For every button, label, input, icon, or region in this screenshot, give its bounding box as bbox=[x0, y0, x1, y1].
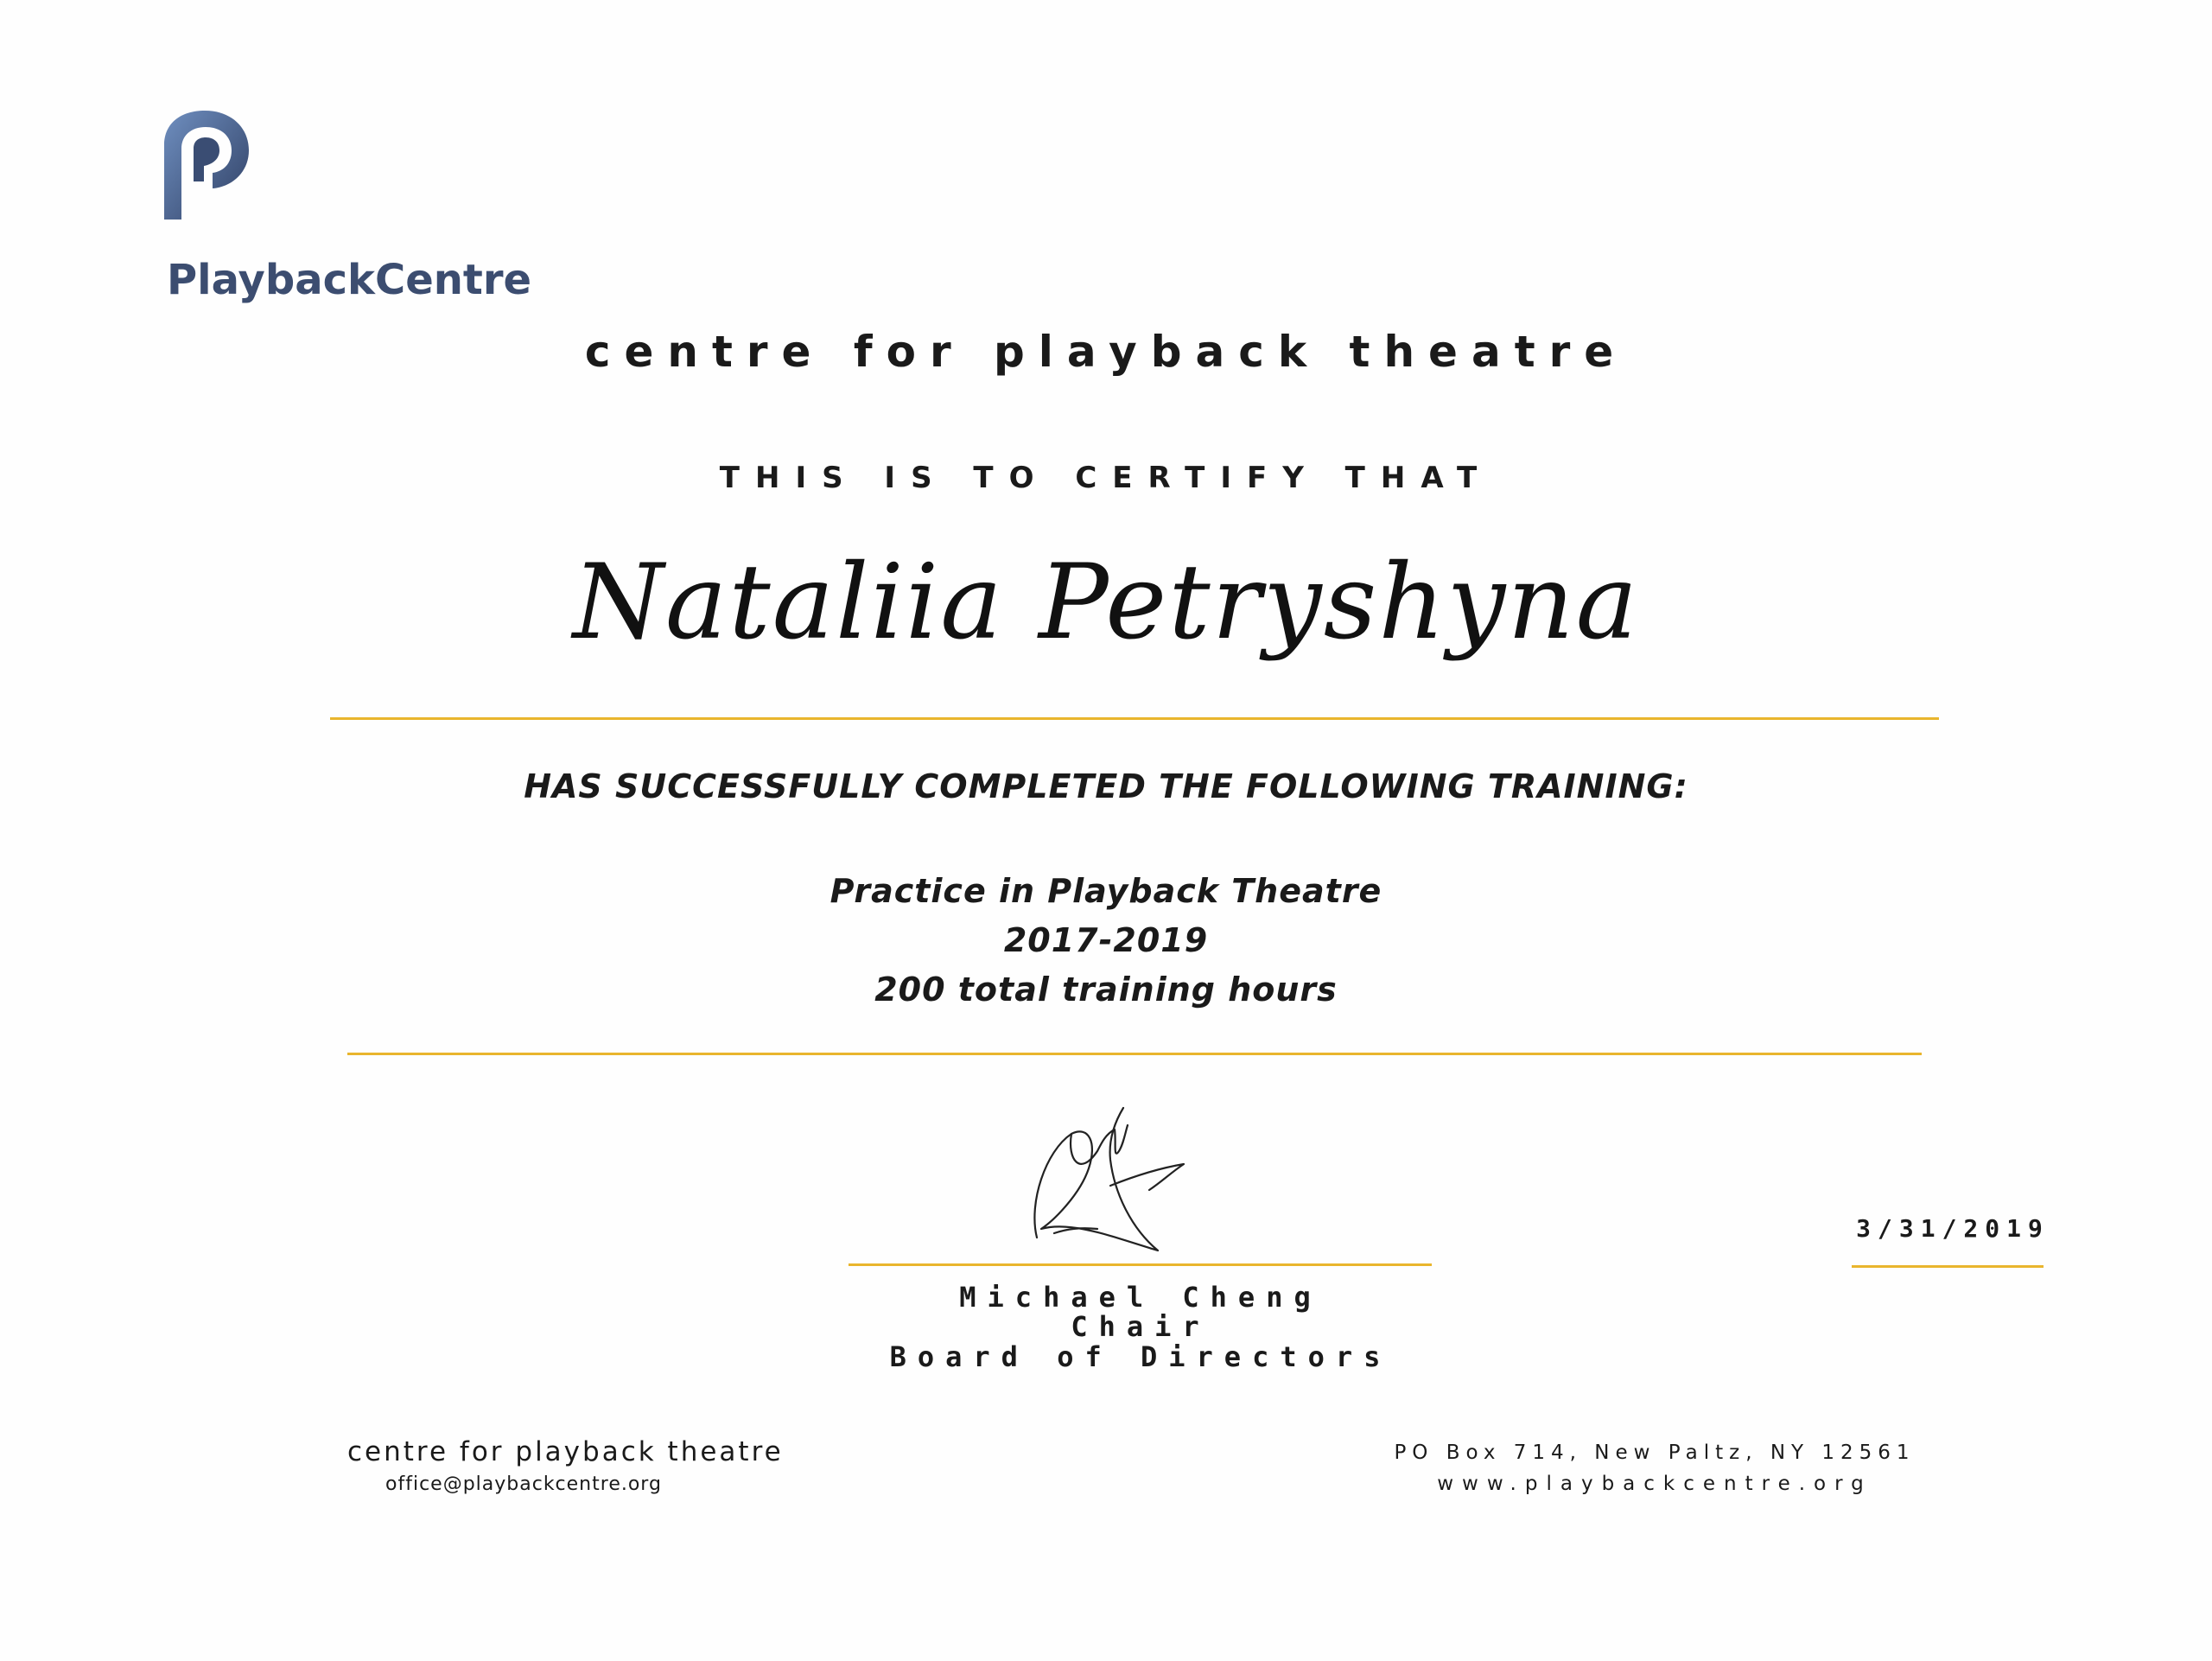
course-hours: 200 total training hours bbox=[874, 971, 1338, 1009]
signature-line bbox=[849, 1263, 1432, 1266]
course-years: 2017-2019 bbox=[1003, 921, 1209, 959]
issue-date: 3/31/2019 bbox=[1856, 1214, 2050, 1243]
footer-email: office@playbackcentre.org bbox=[385, 1473, 662, 1495]
certify-heading: THIS IS TO CERTIFY THAT bbox=[719, 461, 1493, 495]
recipient-underline bbox=[330, 717, 1939, 720]
playback-centre-logo-icon bbox=[164, 111, 251, 220]
course-details bbox=[0, 867, 2212, 1015]
signer-role: Chair bbox=[1071, 1310, 1211, 1343]
footer-organization: centre for playback theatre bbox=[347, 1436, 784, 1467]
signer-name: Michael Cheng bbox=[959, 1281, 1322, 1314]
completed-heading: HAS SUCCESSFULLY COMPLETED THE FOLLOWING TRAINING: bbox=[524, 767, 1688, 805]
date-line bbox=[1852, 1265, 2044, 1268]
logo-wordmark: PlaybackCentre bbox=[167, 256, 532, 304]
footer-website: www.playbackcentre.org bbox=[1437, 1473, 1872, 1495]
organization-title: centre for playback theatre bbox=[584, 327, 1628, 377]
course-underline bbox=[347, 1053, 1922, 1055]
recipient-name: Nataliia Petryshyna bbox=[572, 543, 1640, 663]
signer-board: Board of Directors bbox=[889, 1340, 1392, 1373]
course-name: Practice in Playback Theatre bbox=[830, 872, 1382, 910]
footer-address: PO Box 714, New Paltz, NY 12561 bbox=[1394, 1441, 1916, 1464]
handwritten-signature bbox=[1020, 1091, 1210, 1263]
